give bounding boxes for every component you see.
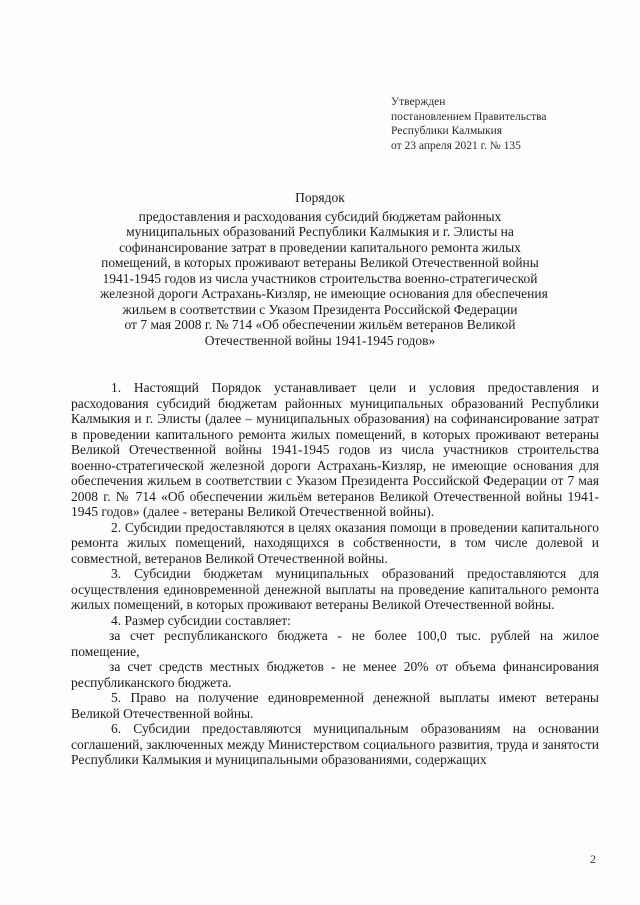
title-line: муниципальных образований Республики Калмыкия и г. Элисты на xyxy=(126,224,514,239)
paragraph-2: 2. Субсидии предоставляются в целях оказания помощи в проведении капитального ремонта жилых помещений, находящихся в собственности, в том числе долевой и совместной, ветеранов Великой Отечественной войны. xyxy=(71,519,599,566)
title-line: от 7 мая 2008 г. № 714 «Об обеспечении жильём ветеранов Великой xyxy=(124,317,516,332)
approval-date-line: от 23 апреля 2021 г. № 135 xyxy=(391,139,521,152)
approval-line: Республики Калмыкия xyxy=(391,125,503,137)
title-heading: Порядок xyxy=(295,190,345,205)
paragraph-4: 4. Размер субсидии составляет: xyxy=(111,612,291,628)
paragraph-4-subitem-republic: за счет республиканского бюджета - не более 100,0 тыс. рублей на жилое помещение, xyxy=(71,628,599,659)
title-line: Отечественной войны 1941-1945 годов» xyxy=(204,332,436,348)
document-title xyxy=(100,190,548,348)
approval-line: Утвержден xyxy=(391,96,446,108)
title-line: предоставления и расходования субсидий бюджетам районных xyxy=(138,208,502,224)
title-line: 1941-1945 годов из числа участников строительства военно-стратегической xyxy=(102,270,538,286)
paragraph-4-subitem-local: за счет средств местных бюджетов - не менее 20% от объема финансирования республиканского бюджета. xyxy=(71,659,599,690)
paragraph-1: 1. Настоящий Порядок устанавливает цели и условия предоставления и расходования субсидий бюджетам районных муниципальных образований Республики Калмыкия и г. Элисты (далее – муниципальных образования) на софинансирование затрат в проведении капитального ремонта жилых помещений, в которых проживают ветераны Великой Отечественной войны 1941-1945 годов из числа участников строительства военно-стратегической железной дороги Астрахань-Кизляр, не имеющие основания для обеспечения жильем в соответствии с Указом Президента Российской Федерации от 7 мая 2008 г. № 714 «Об обеспечении жильём ветеранов Великой Отечественной войны 1941-1945 годов» (далее - ветераны Великой Отечественной войны). xyxy=(71,380,599,519)
title-line: жильем в соответствии с Указом Президента Российской Федерации xyxy=(122,301,518,317)
title-line: железной дороги Астрахань-Кизляр, не имеющие основания для обеспечения xyxy=(100,286,548,301)
document-body xyxy=(71,380,599,768)
title-line: софинансирование затрат в проведении капитального ремонта жилых xyxy=(119,239,521,255)
approval-stamp-block xyxy=(391,95,547,153)
approval-line: постановлением Правительства xyxy=(391,110,547,123)
paragraph-3: 3. Субсидии бюджетам муниципальных образований предоставляются для осуществления единовременной денежной выплаты на проведение капитального ремонта жилых помещений, в которых проживают ветераны Великой Отечественной войны. xyxy=(71,566,599,612)
paragraph-5: 5. Право на получение единовременной денежной выплаты имеют ветераны Великой Отечественной войны. xyxy=(71,690,599,721)
title-line: помещений, в которых проживают ветераны Великой Отечественной войны xyxy=(101,255,539,270)
paragraph-6: 6. Субсидии предоставляются муниципальным образованиям на основании соглашений, заключенных между Министерством социального развития, труда и занятости Республики Калмыкия и муниципальными образованиями, содержащих xyxy=(71,721,599,767)
page-number: 2 xyxy=(590,852,596,866)
